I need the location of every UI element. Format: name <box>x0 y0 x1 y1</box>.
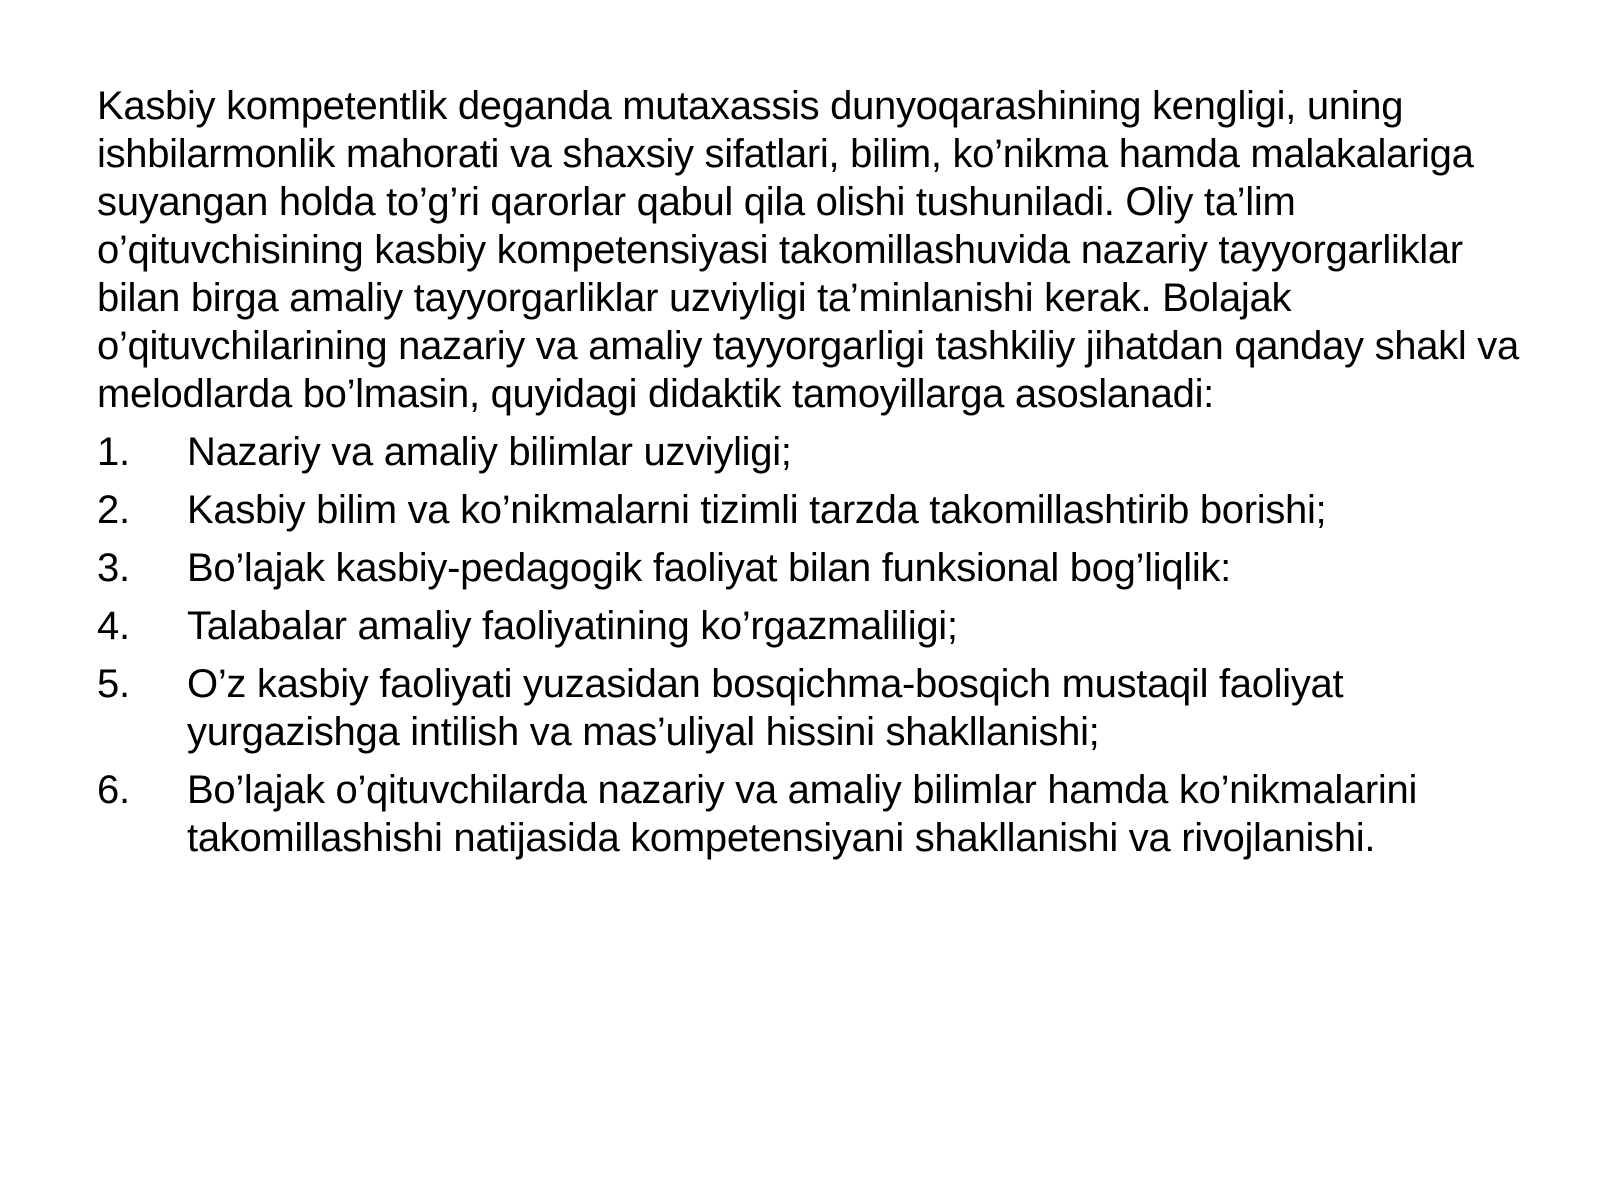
list-item-number: 3. <box>97 546 130 590</box>
intro-paragraph: Kasbiy kompetentlik deganda mutaxassis dunyoqarashining kengligi, uning ishbilarmonlik mahorati va shaxsiy sifatlari, bilim, ko’nikma hamda malakalariga suyangan holda to’g’ri qarorlar qabul qila olishi tushuniladi. Oliy ta’lim o’qituvchisining kasbiy kompetensiyasi takomillashuvida nazariy tayyorgarliklar bilan birga amaliy tayyorgarliklar uzviyligi ta’minlanishi kerak. Bolajak o’qituvchilarining nazariy va amaliy tayyorgarligi tashkiliy jihatdan qanday shakl va melodlarda bo’lmasin, quyidagi didaktik tamoyillarga asoslanadi: <box>97 84 1519 416</box>
slide-body <box>97 82 1527 862</box>
list-item-number: 5. <box>97 662 130 706</box>
list-item-text: O’z kasbiy faoliyati yuzasidan bosqichma-bosqich mustaqil faoliyat yurgazishga intilish va mas’uliyal hissini shakllanishi; <box>187 662 1344 754</box>
principles-list <box>97 428 1527 862</box>
list-item-text: Bo’lajak o’qituvchilarda nazariy va amaliy bilimlar hamda ko’nikmalarini takomillashishi natijasida kompetensiyani shakllanishi va rivojlanishi. <box>187 768 1418 860</box>
list-item-text: Kasbiy bilim va ko’nikmalarni tizimli tarzda takomillashtirib borishi; <box>187 488 1327 532</box>
list-item <box>97 766 1527 862</box>
list-item <box>97 544 1527 592</box>
list-item-number: 4. <box>97 604 130 648</box>
list-item <box>97 602 1527 650</box>
list-item-number: 6. <box>97 768 130 812</box>
list-item-text: Bo’lajak kasbiy-pedagogik faoliyat bilan funksional bog’liqlik: <box>187 546 1231 590</box>
list-item-number: 1. <box>97 430 130 474</box>
list-item-text: Talabalar amaliy faoliyatining ko’rgazmaliligi; <box>187 604 958 648</box>
list-item <box>97 486 1527 534</box>
list-item <box>97 660 1527 756</box>
list-item-text: Nazariy va amaliy bilimlar uzviyligi; <box>187 430 792 474</box>
list-item <box>97 428 1527 476</box>
list-item-number: 2. <box>97 488 130 532</box>
